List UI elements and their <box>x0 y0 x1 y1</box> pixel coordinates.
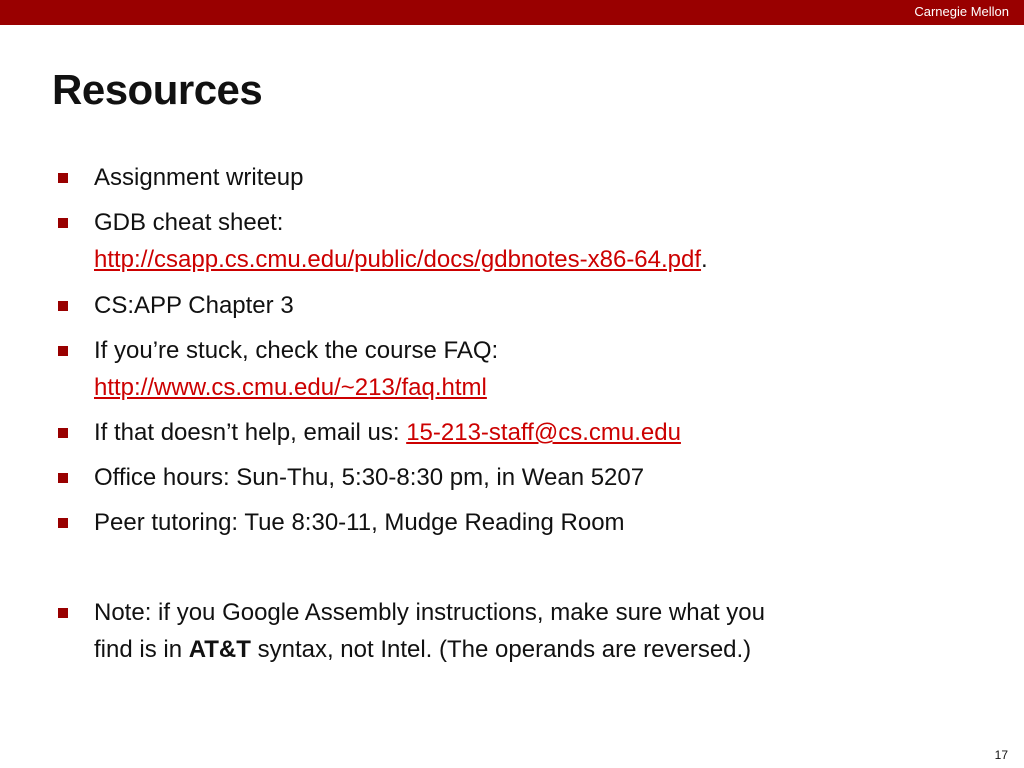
bullet-text: Peer tutoring: Tue 8:30-11, Mudge Reading Room <box>94 509 625 536</box>
bullet-text: GDB cheat sheet: <box>94 209 284 236</box>
bullet-marker <box>58 608 68 618</box>
bullet-text-part: syntax, not Intel. (The operands are reversed.) <box>250 636 752 663</box>
bullet-text: If that doesn’t help, email us: <box>94 419 407 446</box>
bullet-text: CS:APP Chapter 3 <box>94 292 294 319</box>
bullet-text-part: find is in <box>94 636 189 663</box>
bullet-marker <box>58 473 68 483</box>
bullet-marker <box>58 301 68 311</box>
gdb-notes-link[interactable]: http://csapp.cs.cmu.edu/public/docs/gdbnotes-x86-64.pdf <box>94 246 702 273</box>
bullet-text: Office hours: Sun-Thu, 5:30-8:30 pm, in Wean 5207 <box>94 464 645 491</box>
page-number: 17 <box>994 748 1008 762</box>
att-emphasis: AT&T <box>188 636 251 663</box>
bullet-text: Note: if you Google Assembly instructions, make sure what you <box>94 599 765 626</box>
org-name: Carnegie Mellon <box>914 4 1009 19</box>
bullet-marker <box>58 346 68 356</box>
bullet-marker <box>58 518 68 528</box>
staff-email-link[interactable]: 15-213-staff@cs.cmu.edu <box>406 419 681 446</box>
trailing-period: . <box>701 246 708 273</box>
bullet-marker <box>58 428 68 438</box>
slide-title: Resources <box>52 66 263 113</box>
bullet-marker <box>58 218 68 228</box>
faq-link[interactable]: http://www.cs.cmu.edu/~213/faq.html <box>94 374 487 401</box>
header-bar <box>0 0 1024 25</box>
bullet-marker <box>58 173 68 183</box>
bullet-text: If you’re stuck, check the course FAQ: <box>94 337 499 364</box>
bullet-text: Assignment writeup <box>94 164 304 191</box>
